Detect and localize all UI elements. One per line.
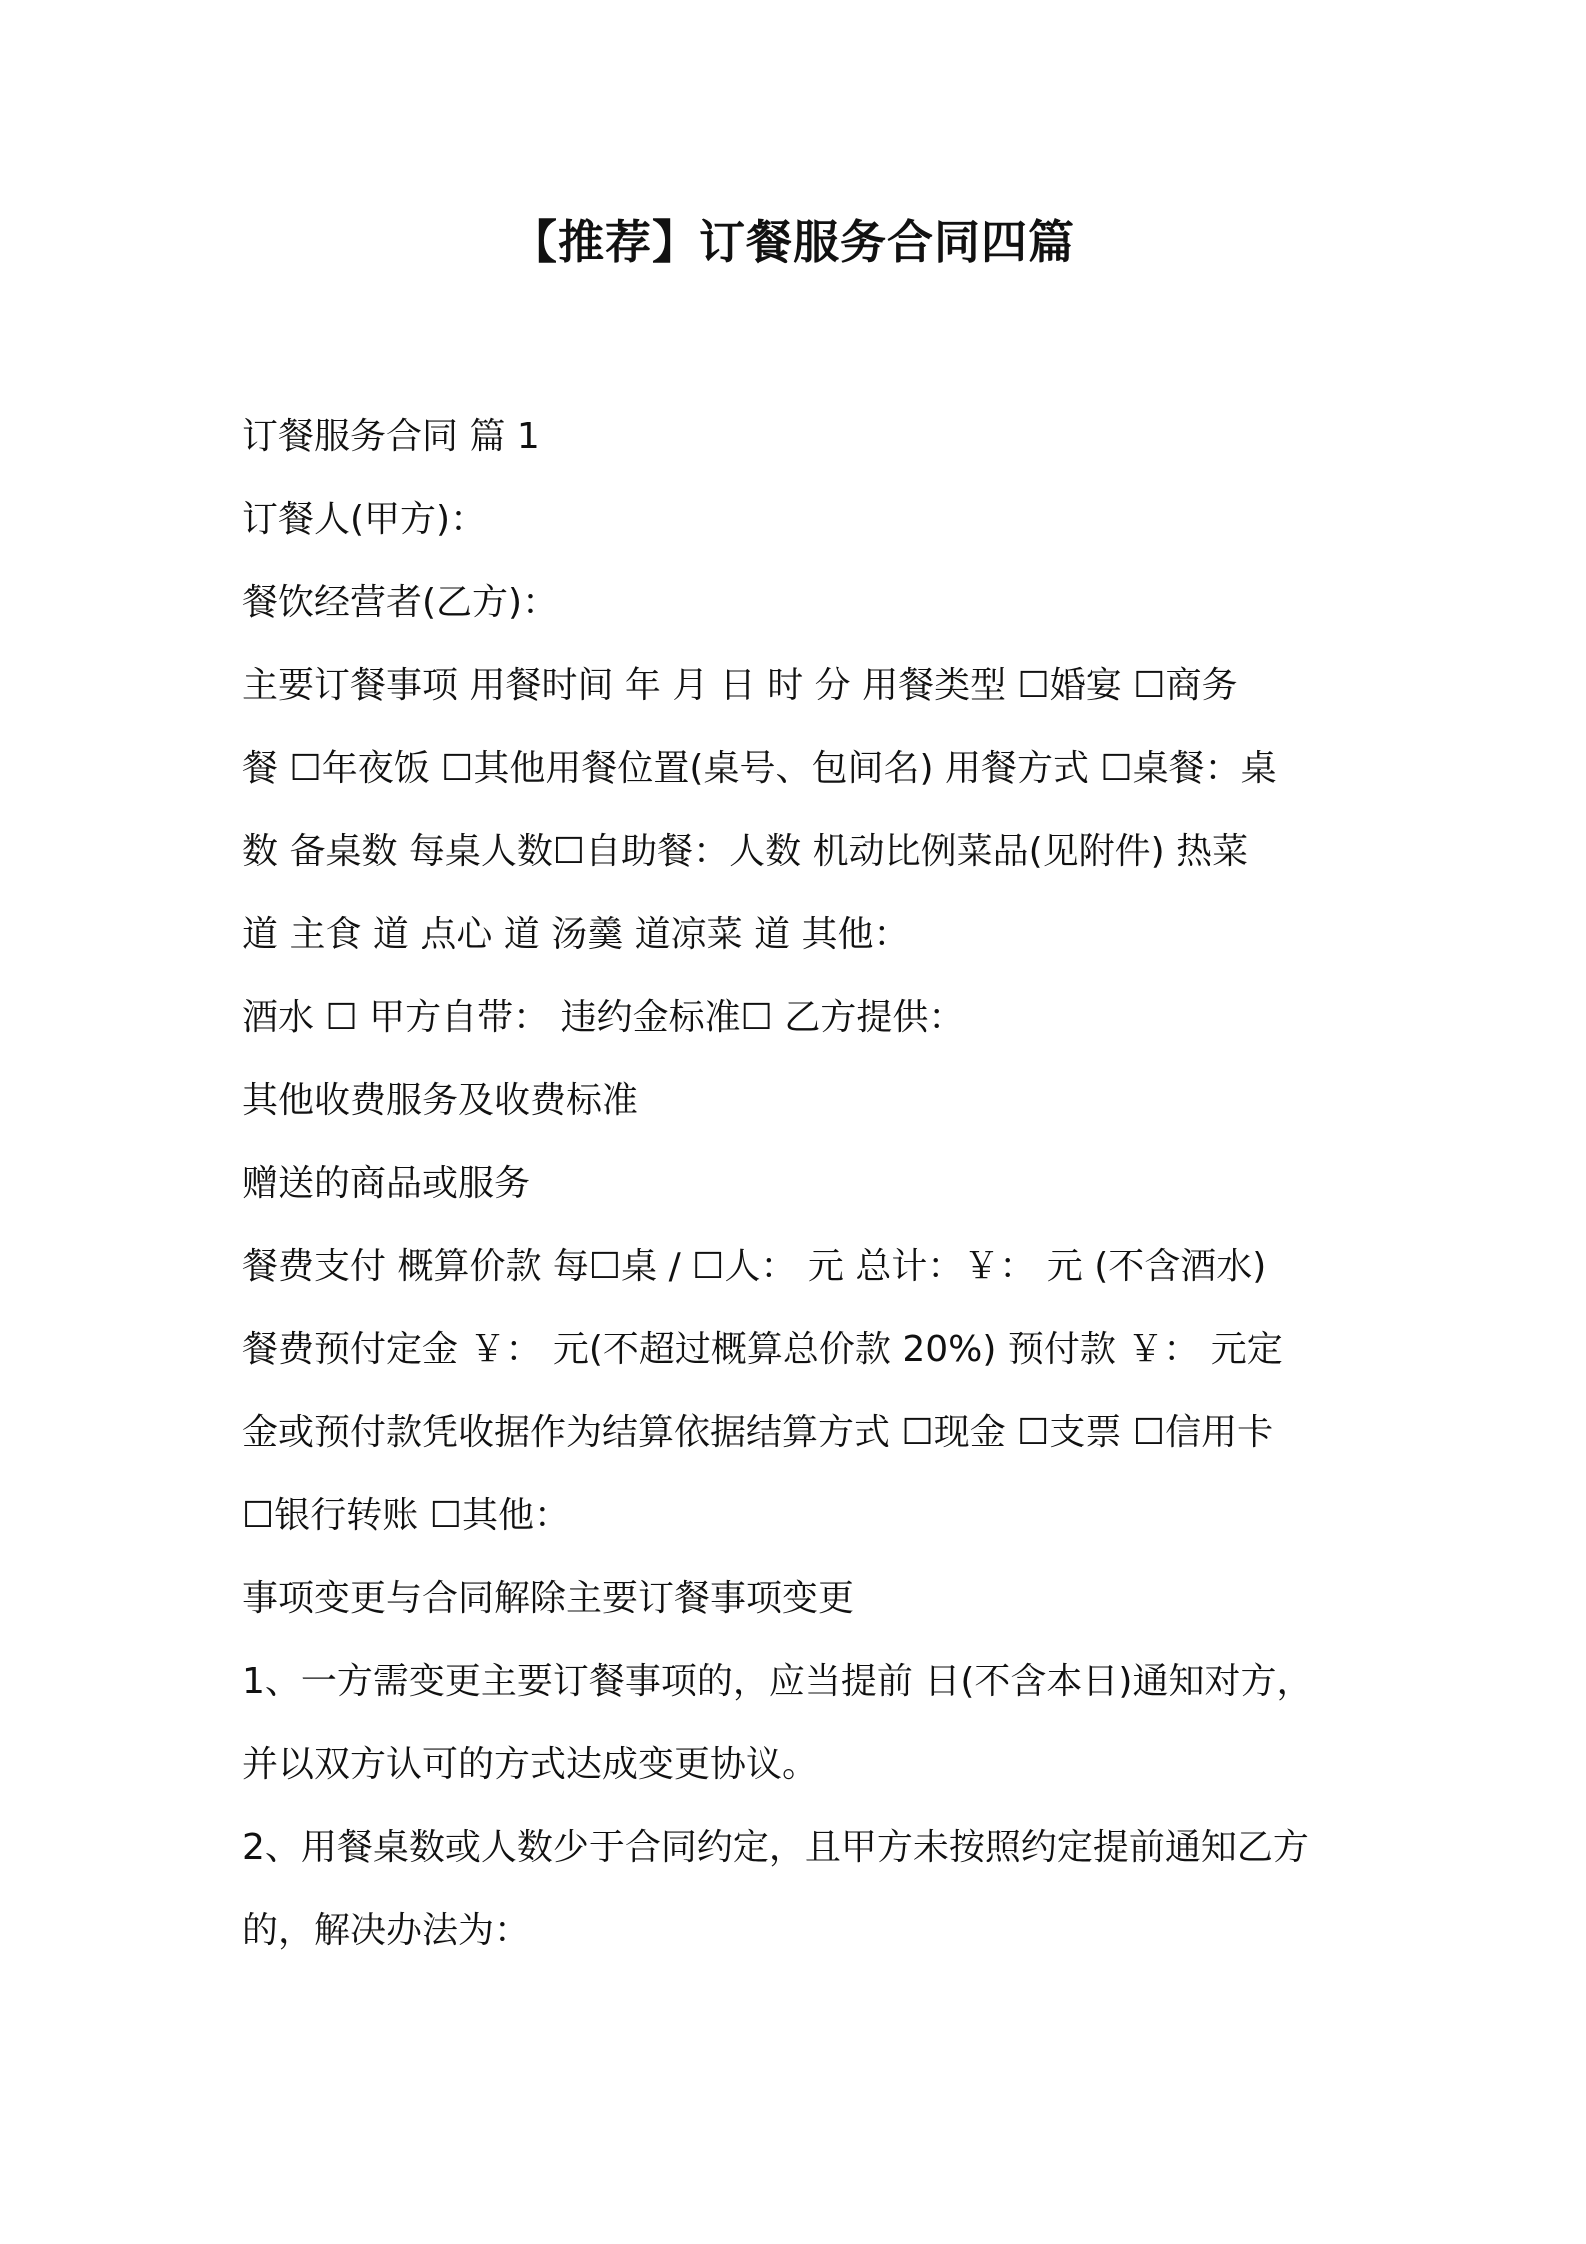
paragraph-line: 酒水 ☐ 甲方自带： 违约金标准☐ 乙方提供： [242, 997, 965, 1038]
paragraph-line: 1、一方需变更主要订餐事项的，应当提前 日(不含本日)通知对方， [242, 1661, 1313, 1702]
paragraph-line: 餐费预付定金 ￥： 元(不超过概算总价款 20%) 预付款 ￥： 元定 [242, 1329, 1283, 1370]
paragraph-line: 餐 ☐年夜饭 ☐其他用餐位置(桌号、包间名) 用餐方式 ☐桌餐：桌 [242, 748, 1277, 789]
paragraph-line: 赠送的商品或服务 [242, 1163, 531, 1204]
section-heading: 订餐服务合同 篇 1 [242, 416, 540, 457]
paragraph-line: 金或预付款凭收据作为结算依据结算方式 ☐现金 ☐支票 ☐信用卡 [242, 1412, 1274, 1453]
paragraph-line: 其他收费服务及收费标准 [242, 1080, 639, 1121]
paragraph-line: 2、用餐桌数或人数少于合同约定，且甲方未按照约定提前通知乙方 [242, 1827, 1309, 1868]
paragraph-line: 主要订餐事项 用餐时间 年 月 日 时 分 用餐类型 ☐婚宴 ☐商务 [242, 665, 1238, 706]
paragraph-line: 事项变更与合同解除主要订餐事项变更 [242, 1578, 855, 1619]
paragraph-line: 数 备桌数 每桌人数☐自助餐：人数 机动比例菜品(见附件) 热菜 [242, 831, 1249, 872]
document-title: 【推荐】订餐服务合同四篇 [511, 215, 1075, 269]
paragraph-line: 并以双方认可的方式达成变更协议。 [242, 1744, 819, 1785]
paragraph-line: 餐费支付 概算价款 每☐桌 / ☐人： 元 总计：￥： 元 (不含酒水) [242, 1246, 1267, 1287]
paragraph-line: ☐银行转账 ☐其他： [242, 1495, 570, 1536]
party-a-line: 订餐人(甲方)： [242, 499, 487, 540]
paragraph-line: 道 主食 道 点心 道 汤羹 道凉菜 道 其他： [242, 914, 910, 955]
paragraph-line: 的，解决办法为： [242, 1910, 531, 1951]
party-b-line: 餐饮经营者(乙方)： [242, 582, 559, 623]
